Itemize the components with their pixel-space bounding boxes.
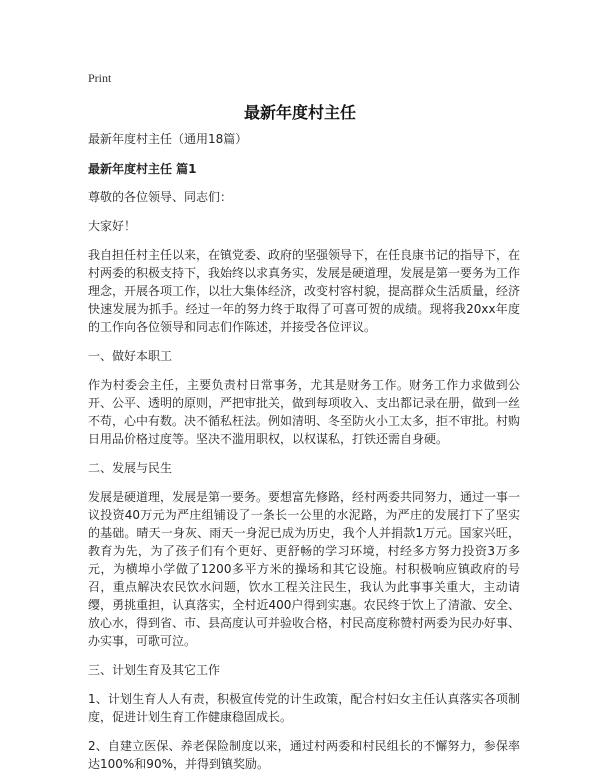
document-subtitle: 最新年度村主任（通用18篇） (88, 132, 248, 146)
body-paragraph: 我自担任村主任以来，在镇党委、政府的坚强领导下，在任良康书记的指导下，在村两委的积极支持下，我始终以求真务实，发展是硬道理，发展是第一要务为工作理念，开展各项工作，以壮大集体经济，改变村容村貌，提高群众生活质量，经济快速发展为抓手。经过一年的努力终于取得了可喜可贺的成绩。现将我20xx年度的工作向各位领导和同志们作陈述，并接受各位评议。 (88, 248, 521, 334)
body-paragraph: 1、计划生育人人有责，积极宣传党的计生政策，配合村妇女主任认真落实各项制度，促进计划生育工作健康稳固成长。 (88, 692, 520, 724)
document-body (88, 130, 520, 784)
section-subheading: 二、发展与民生 (88, 461, 173, 475)
greeting-line: 尊敬的各位领导、同志们： (88, 190, 233, 204)
document-title: 最新年度村主任 (243, 103, 356, 122)
section-subheading: 三、计划生育及其它工作 (88, 663, 221, 677)
body-paragraph: 作为村委会主任，主要负责村日常事务，尤其是财务工作。财务工作力求做到公开、公平、透明的原则，严把审批关，做到每项收入、支出都记录在册，做到一丝不苟，心中有数。决不循私枉法。例如清明、冬至防火小工太多，拒不审批。村购日用品价格过度等。坚决不滥用职权，以权谋私，打铁还需自身硬。 (88, 378, 521, 446)
section-subheading: 一、做好本职工 (88, 349, 173, 363)
body-paragraph: 2、自建立医保、养老保险制度以来，通过村两委和村民组长的不懈努力，参保率达100%和90%，并得到镇奖励。 (88, 739, 520, 771)
print-label: Print (88, 71, 112, 85)
body-paragraph: 发展是硬道理，发展是第一要务。要想富先修路，经村两委共同努力，通过一事一议投资40万元为严庄组铺设了一条长一公里的水泥路，为严庄的发展打下了坚实的基础。晴天一身灰、雨天一身泥已成为历史，我个人并捐款1万元。国家兴旺，教育为先，为了孩子们有个更好、更舒畅的学习环境，村经多方努力投资3万多元，为横埠小学做了1200多平方米的操场和其它设施。村积极响应镇政府的号召，重点解决农民饮水问题，饮水工程关注民生，我认为此事事关重大，主动请缨，勇挑重担，认真落实，全村近400户得到实惠。农民终于饮上了清澈、安全、放心水，得到省、市、县高度认可并验收合格，村民高度称赞村两委为民办好事、办实事，可歌可泣。 (88, 490, 521, 648)
greeting-line: 大家好！ (88, 219, 137, 233)
section-heading: 最新年度村主任 篇1 (88, 162, 197, 176)
